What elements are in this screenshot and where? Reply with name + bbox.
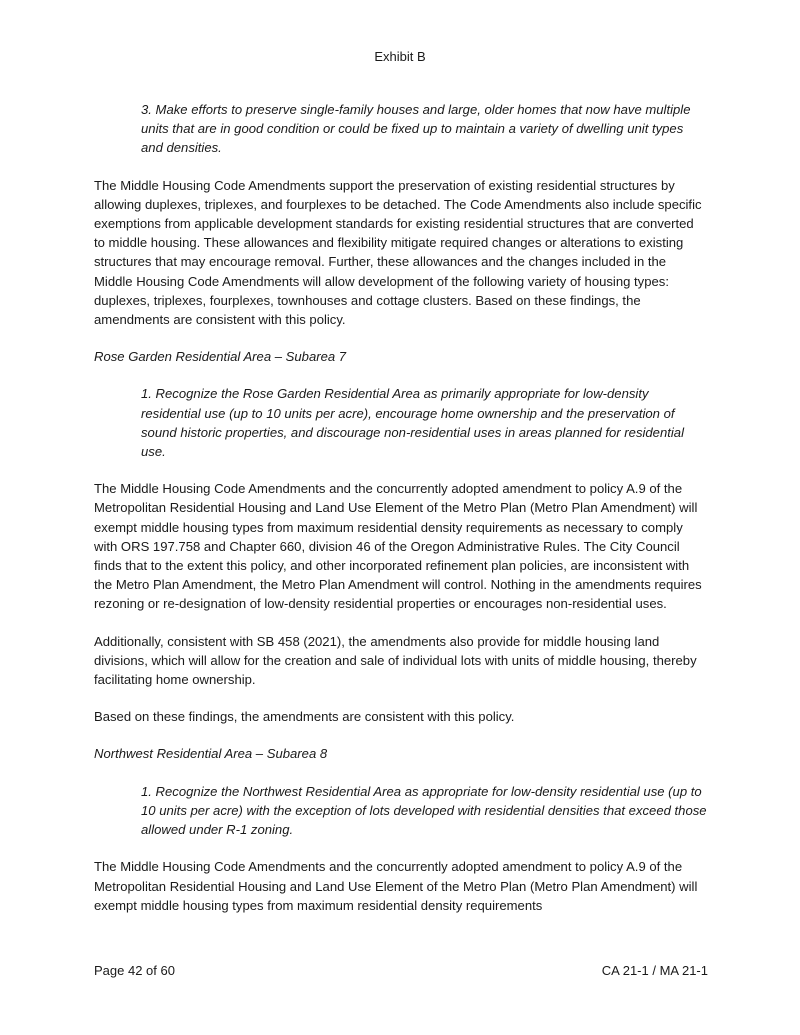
page-header: Exhibit B bbox=[374, 49, 426, 64]
policy-quote-rose-garden-1: 1. Recognize the Rose Garden Residential Area as primarily appropriate for low-density residential use (up to 10 units per acre), encourage home ownership and the preservation of sound historic properties, and discourage non-residential uses in areas planned for residential use. bbox=[141, 386, 684, 460]
document-body bbox=[94, 100, 708, 933]
section-heading-rose-garden: Rose Garden Residential Area – Subarea 7 bbox=[94, 349, 347, 365]
finding-paragraph: Additionally, consistent with SB 458 (2021), the amendments also provide for middle housing land divisions, which will allow for the creation and sale of individual lots with units of middle housing, thereby facilitating home ownership. bbox=[94, 633, 697, 688]
page-number: Page 42 of 60 bbox=[94, 963, 175, 978]
finding-paragraph: Based on these findings, the amendments are consistent with this policy. bbox=[94, 709, 515, 725]
policy-quote-northwest-1: 1. Recognize the Northwest Residential Area as appropriate for low-density residential use (up to 10 units per acre) with the exception of lots developed with residential densities that exceed those allowed under R-1 zoning. bbox=[141, 783, 707, 838]
document-reference: CA 21-1 / MA 21-1 bbox=[601, 963, 708, 978]
policy-quote-3: 3. Make efforts to preserve single-family houses and large, older homes that now have multiple units that are in good condition or could be fixed up to maintain a variety of dwelling unit types and densities. bbox=[141, 102, 691, 156]
finding-paragraph: The Middle Housing Code Amendments and the concurrently adopted amendment to policy A.9 of the Metropolitan Residential Housing and Land Use Element of the Metro Plan (Metro Plan Amendment) will exempt middle housing types from maximum residential density requirements bbox=[94, 859, 698, 913]
finding-paragraph: The Middle Housing Code Amendments support the preservation of existing residential structures by allowing duplexes, triplexes, and fourplexes to be detached. The Code Amendments also include specific exemptions from applicable development standards for existing residential structures that are converted to middle housing. These allowances and flexibility mitigate required changes or alterations to existing structures that may encourage removal. Further, these allowances and the changes included in the Middle Housing Code Amendments will allow development of the following variety of housing types: duplexes, triplexes, fourplexes, townhouses and cottage clusters. Based on these findings, the amendments are consistent with this policy. bbox=[94, 177, 702, 328]
finding-paragraph: The Middle Housing Code Amendments and the concurrently adopted amendment to policy A.9 of the Metropolitan Residential Housing and Land Use Element of the Metro Plan (Metro Plan Amendment) will exempt middle housing types from maximum residential density requirements as necessary to comply with ORS 197.758 and Chapter 660, division 46 of the Oregon Administrative Rules. The City Council finds that to the extent this policy, and other incorporated refinement plan policies, are inconsistent with the Metro Plan Amendment, the Metro Plan Amendment will control. Nothing in the amendments requires rezoning or re-designation of low-density residential properties or encourages non-residential uses. bbox=[94, 481, 702, 612]
section-heading-northwest: Northwest Residential Area – Subarea 8 bbox=[94, 746, 328, 762]
